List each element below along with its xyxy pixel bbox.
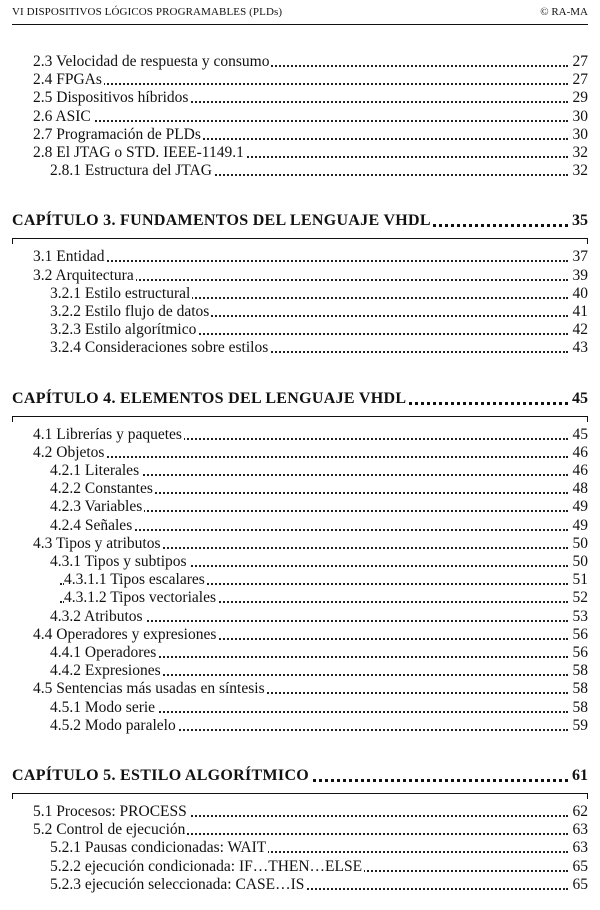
toc-entry[interactable] xyxy=(0,108,600,126)
toc-entry[interactable] xyxy=(0,517,600,535)
page-number: 58 xyxy=(572,698,588,716)
toc-entry[interactable] xyxy=(0,53,600,71)
page-number: 32 xyxy=(572,162,588,180)
chapter-title: CAPÍTULO 5. ESTILO ALGORÍTMICO xyxy=(12,767,310,784)
toc-entry[interactable] xyxy=(0,462,600,480)
toc-entry[interactable] xyxy=(0,285,600,303)
toc-entry-title: 4.4.1 Operadores xyxy=(50,644,157,661)
chapter-heading[interactable] xyxy=(0,767,600,785)
dot-leader xyxy=(60,83,568,85)
page-number: 52 xyxy=(572,589,588,607)
page-number: 45 xyxy=(572,425,588,443)
toc-entry[interactable] xyxy=(0,876,600,894)
page-number: 63 xyxy=(572,821,588,839)
toc-entry-title: 2.4 FPGAs xyxy=(33,71,102,89)
dot-leader xyxy=(60,120,568,122)
toc-entry-title: 2.7 Programación de PLDs xyxy=(33,125,201,143)
chapter-rule xyxy=(12,793,588,794)
dot-leader xyxy=(60,456,568,458)
page-number: 49 xyxy=(572,516,588,534)
page-number: 58 xyxy=(572,680,588,698)
toc-entry[interactable] xyxy=(0,858,600,876)
toc-entry-title: 2.3 Velocidad de respuesta y consumo xyxy=(33,53,270,70)
toc-entry-title: 5.2.3 ejecución seleccionada: CASE…IS xyxy=(50,875,305,893)
toc-entry-title: 4.3.1 Tipos y subtipos xyxy=(50,553,187,570)
page-number: 43 xyxy=(572,339,588,357)
toc-entry[interactable] xyxy=(0,303,600,321)
copyright-mark: © RA-MA xyxy=(540,6,588,18)
page-number: 48 xyxy=(572,480,588,498)
toc-entry-title: 4.2.4 Señales xyxy=(50,516,133,534)
toc-entry-title: 4.2.1 Literales xyxy=(50,462,140,479)
toc-entry-title: 3.2 Arquitectura xyxy=(33,266,134,284)
toc-entry[interactable] xyxy=(0,444,600,462)
chapter-rule xyxy=(12,238,588,239)
toc-entry[interactable] xyxy=(0,839,600,857)
toc-entry[interactable] xyxy=(0,680,600,698)
toc-entry-title: 4.2.2 Constantes xyxy=(50,480,153,498)
toc-entry-title: 4.4 Operadores y expresiones xyxy=(33,625,217,643)
toc-entry-title: 3.2.2 Estilo flujo de datos xyxy=(50,303,210,320)
chapter-title: CAPÍTULO 4. ELEMENTOS DEL LENGUAJE VHDL xyxy=(12,389,407,407)
toc-entry[interactable] xyxy=(0,699,600,717)
toc-entry[interactable] xyxy=(0,717,600,735)
page-number: 45 xyxy=(572,389,588,407)
toc-entry-title: 3.2.3 Estilo algorítmico xyxy=(50,321,197,339)
page-number: 27 xyxy=(572,53,588,70)
toc-entry[interactable] xyxy=(0,553,600,571)
page-number: 41 xyxy=(572,303,588,320)
toc-entry[interactable] xyxy=(0,535,600,553)
toc-entry[interactable] xyxy=(0,71,600,89)
page-number: 53 xyxy=(572,607,588,625)
chapter-heading[interactable] xyxy=(0,390,600,408)
page-number: 49 xyxy=(572,498,588,516)
page-number: 59 xyxy=(572,716,588,734)
toc-entry-title: 5.2 Control de ejecución xyxy=(33,821,186,839)
toc-entry[interactable] xyxy=(0,662,600,680)
toc-entry[interactable] xyxy=(0,626,600,644)
toc-entry[interactable] xyxy=(0,339,600,357)
dot-leader xyxy=(60,529,568,531)
running-head: VI DISPOSITIVOS LÓGICOS PROGRAMABLES (PLDs) xyxy=(12,6,283,18)
page-number: 51 xyxy=(572,571,588,589)
page-number: 50 xyxy=(572,553,588,570)
chapter-rule xyxy=(12,416,588,417)
page-number: 30 xyxy=(572,107,588,125)
page-number: 46 xyxy=(572,443,588,461)
toc-entry-title: 4.4.2 Expresiones xyxy=(50,662,161,680)
page-number: 37 xyxy=(572,248,588,266)
toc-entry[interactable] xyxy=(0,480,600,498)
toc-entry-title: 4.2.3 Variables xyxy=(50,498,143,516)
page-number: 65 xyxy=(572,875,588,893)
toc-entry[interactable] xyxy=(0,803,600,821)
toc-entry-title: 2.8.1 Estructura del JTAG xyxy=(50,162,212,180)
page-number: 46 xyxy=(572,462,588,479)
toc-entry[interactable] xyxy=(0,321,600,339)
toc-entry-title: 4.2 Objetos xyxy=(33,443,105,461)
toc-entry[interactable] xyxy=(0,89,600,107)
toc-entry-title: 4.5 Sentencias más usadas en síntesis xyxy=(33,680,265,698)
page-number: 63 xyxy=(572,839,588,857)
toc-entry-title: 3.2.4 Consideraciones sobre estilos xyxy=(50,339,269,357)
toc-entry-title: 3.1 Entidad xyxy=(33,248,105,266)
toc-entry-title: 4.5.1 Modo serie xyxy=(50,698,156,716)
page-number: 42 xyxy=(572,321,588,339)
toc-entry[interactable] xyxy=(0,644,600,662)
toc-entry-title: 3.2.1 Estilo estructural xyxy=(50,284,191,302)
page-number: 56 xyxy=(572,644,588,661)
toc-entry[interactable] xyxy=(0,821,600,839)
page-number: 58 xyxy=(572,662,588,680)
page-number: 30 xyxy=(572,125,588,143)
page-number: 65 xyxy=(572,857,588,875)
toc-entry[interactable] xyxy=(0,162,600,180)
toc-entry[interactable] xyxy=(0,571,600,589)
toc-entry-title: 4.5.2 Modo paralelo xyxy=(50,716,176,734)
page-number: 39 xyxy=(572,266,588,284)
toc-entry[interactable] xyxy=(0,144,600,162)
page-number: 50 xyxy=(572,534,588,552)
page-number: 40 xyxy=(572,284,588,302)
toc-entry-title: 4.3.2 Atributos xyxy=(50,607,143,625)
toc-entry-title: 5.1 Procesos: PROCESS xyxy=(33,803,187,820)
page-number: 35 xyxy=(572,212,588,230)
toc-entry-title: 4.3 Tipos y atributos xyxy=(33,534,161,552)
toc-entry-title: 5.2.1 Pausas condicionadas: WAIT xyxy=(50,839,267,857)
toc-entry-title: 4.3.1.1 Tipos escalares xyxy=(64,571,205,589)
chapter-heading[interactable] xyxy=(0,212,600,230)
page-number: 56 xyxy=(572,625,588,643)
toc-entry[interactable] xyxy=(0,248,600,266)
toc-entry[interactable] xyxy=(0,498,600,516)
dot-leader xyxy=(60,279,568,281)
toc-entry[interactable] xyxy=(0,267,600,285)
toc-entry[interactable] xyxy=(0,608,600,626)
toc-entry-title: 2.5 Dispositivos híbridos xyxy=(33,89,189,107)
page-number: 32 xyxy=(572,144,588,161)
toc-entry-title: 4.3.1.2 Tipos vectoriales xyxy=(64,589,216,607)
page-header xyxy=(0,0,600,26)
toc-entry[interactable] xyxy=(0,589,600,607)
dot-leader xyxy=(60,260,568,262)
toc-entry-title: 5.2.2 ejecución condicionada: IF…THEN…ELSE xyxy=(50,857,363,875)
toc-entry-title: 2.8 El JTAG o STD. IEEE-1149.1 xyxy=(33,144,244,161)
page-number: 29 xyxy=(572,89,588,107)
chapter-title: CAPÍTULO 3. FUNDAMENTOS DEL LENGUAJE VHDL xyxy=(12,212,431,230)
toc-entry[interactable] xyxy=(0,426,600,444)
page-number: 27 xyxy=(572,71,588,89)
toc-entry-title: 2.6 ASIC xyxy=(33,107,91,125)
page-number: 61 xyxy=(572,767,588,784)
toc-entry[interactable] xyxy=(0,126,600,144)
toc-entry-title: 4.1 Librerías y paquetes xyxy=(33,425,182,443)
page-number: 62 xyxy=(572,803,588,820)
header-rule xyxy=(12,24,588,25)
